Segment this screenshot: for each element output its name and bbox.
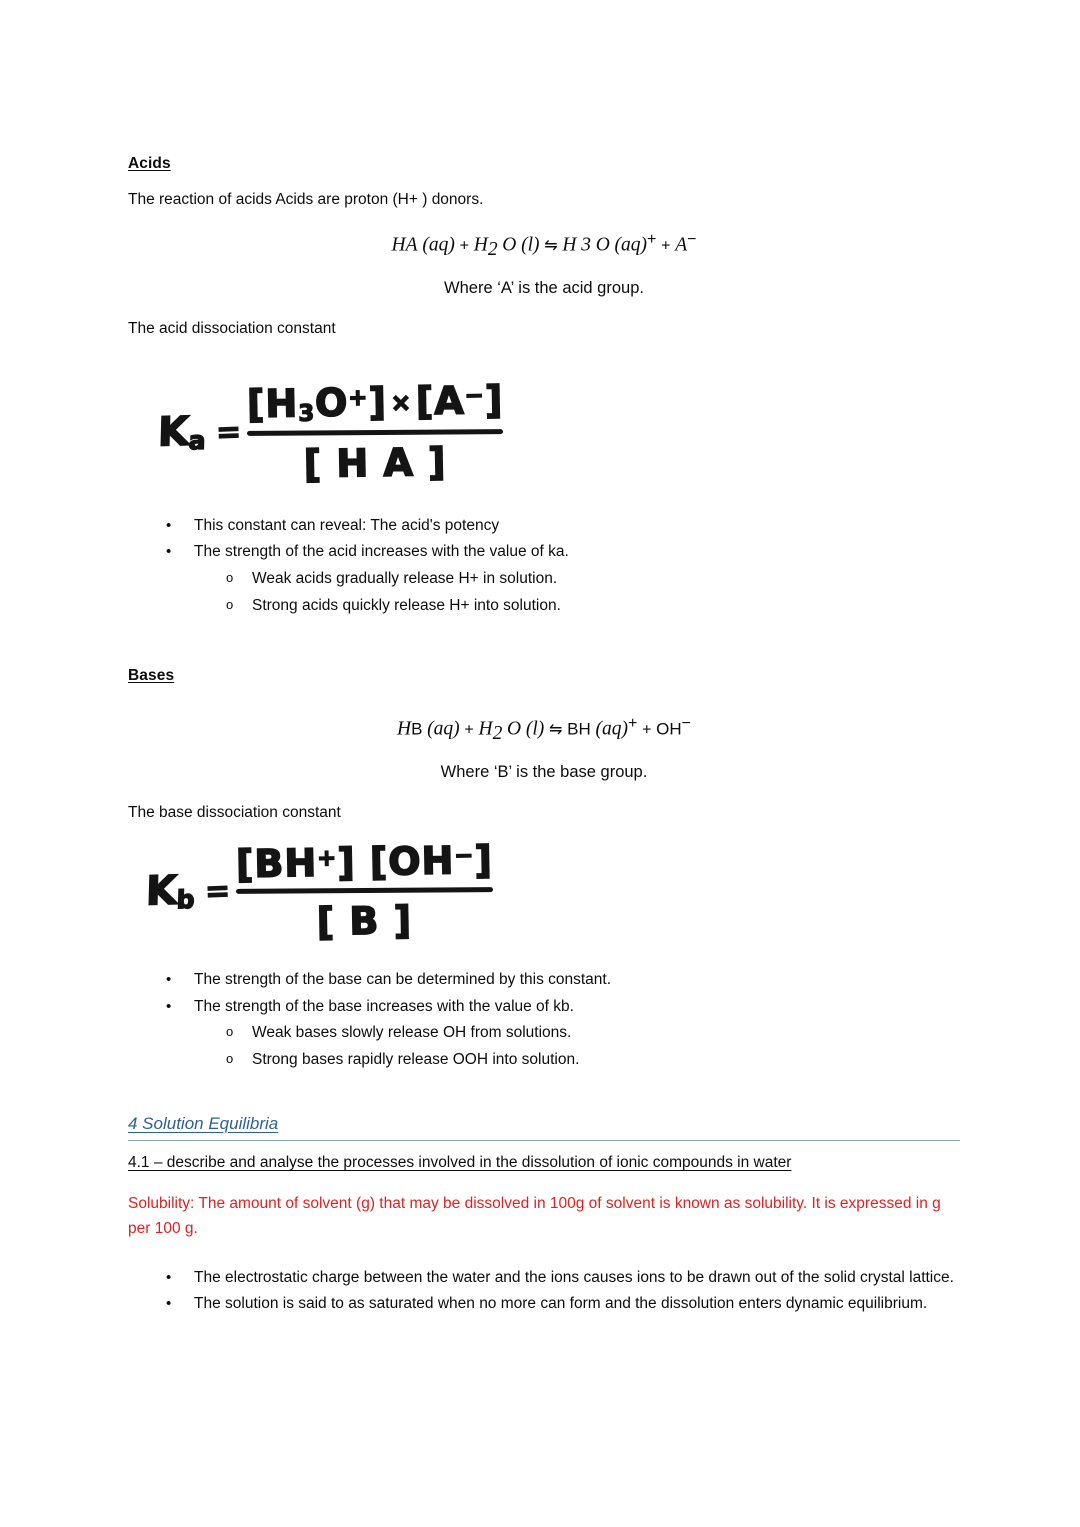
bullet-icon: •: [166, 1295, 172, 1313]
acid-eq-lhs-species: HA: [391, 234, 418, 256]
base-eq-lhs-b: B: [411, 719, 423, 739]
hollow-bullet-icon: o: [226, 1051, 234, 1067]
kb-denominator: [ B ]: [316, 898, 413, 944]
list-item: [128, 967, 960, 994]
base-eq-water-h: H: [478, 718, 493, 740]
acid-eq-plus-2: +: [661, 237, 671, 255]
base-equation: [128, 715, 960, 745]
ka-symbol: $K_a$: [157, 408, 206, 456]
ka-num-close-bracket-1: ]: [367, 379, 388, 425]
acids-sub-bullet-list: [194, 566, 960, 619]
kb-equals-sign: =: [204, 873, 231, 910]
section-4-bullet-list: [128, 1265, 960, 1318]
hollow-bullet-icon: o: [226, 596, 234, 612]
list-item-text: This constant can reveal: The acid's potency: [194, 516, 500, 534]
kb-num-oh: OH: [387, 838, 455, 884]
kb-num-bh: BH: [253, 841, 318, 887]
ka-num-close-bracket-2: ]: [484, 377, 504, 423]
bullet-icon: •: [166, 543, 172, 561]
kb-fraction: [235, 837, 494, 944]
ka-equals-sign: =: [215, 414, 242, 451]
kb-num-close-bracket-1: ]: [336, 840, 356, 885]
base-eq-arrow: ⇋: [549, 721, 563, 739]
bullet-icon: •: [166, 971, 172, 989]
list-item-text: The strength of the base can be determined by this constant.: [194, 971, 612, 989]
acid-eq-anion-charge: −: [687, 231, 697, 248]
acid-equation: [128, 231, 960, 261]
bullet-icon: •: [166, 516, 172, 534]
list-item-text: The electrostatic charge between the water and the ions causes ions to be drawn out of the solid crystal lattice.: [194, 1268, 954, 1286]
base-eq-water-state: (l): [525, 718, 545, 740]
base-eq-water-o: O: [507, 718, 522, 740]
ka-num-open-bracket-1: [: [246, 381, 266, 427]
acid-eq-rhs-state: (aq): [614, 234, 648, 256]
kb-num-close-bracket-2: ]: [473, 837, 494, 883]
bases-sub-bullet-list: [194, 1020, 960, 1073]
ka-num-o: O: [314, 380, 349, 426]
base-eq-lhs-h: H: [396, 718, 412, 740]
section-4-1-subheading: 4.1 – describe and analyse the processes involved in the dissolution of ionic compounds in water: [128, 1154, 792, 1172]
acid-eq-rhs-o: O: [595, 234, 610, 256]
acid-eq-water-h: H: [473, 234, 488, 256]
bases-heading: Bases: [128, 667, 175, 685]
list-item: [128, 994, 960, 1074]
handwritten-ka-formula: [157, 377, 960, 486]
list-item: [194, 566, 960, 593]
acid-eq-plus-1: +: [459, 237, 469, 255]
list-item: [128, 539, 960, 619]
solubility-definition: Solubility: The amount of solvent (g) that may be dissolved in 100g of solvent is known as solubility. It is expressed in g per 100 g.: [128, 1194, 941, 1237]
acid-eq-arrow: ⇋: [544, 237, 558, 255]
ka-fraction-bar: [247, 429, 503, 436]
base-eq-water-sub: 2: [492, 723, 503, 745]
list-item-text: The solution is said to as saturated when no more can form and the dissolution enters dynamic equilibrium.: [194, 1295, 928, 1313]
kb-num-oh-charge: −: [453, 843, 475, 870]
ka-num-charge: +: [347, 384, 369, 412]
list-item-text: Strong acids quickly release H+ into solution.: [252, 596, 561, 614]
list-item: [194, 1020, 960, 1047]
kb-num-open-bracket-2: [: [369, 839, 389, 885]
acid-equation-caption: Where ‘A’ is the acid group.: [444, 279, 644, 297]
ka-num-a: A: [433, 378, 465, 423]
acid-eq-rhs-number: 3: [581, 234, 591, 256]
document-content: [128, 155, 960, 1318]
base-eq-plus-1: +: [464, 721, 474, 739]
base-eq-lhs-state: (aq): [427, 718, 460, 740]
acids-bullet-list: [128, 513, 960, 620]
acid-dissociation-constant-label: The acid dissociation constant: [128, 320, 336, 337]
acids-intro-paragraph: The reaction of acids Acids are proton (H+ ) donors.: [128, 191, 484, 208]
acid-eq-lhs-state: (aq): [422, 234, 455, 256]
section-4-heading: 4 Solution Equilibria: [128, 1113, 279, 1133]
base-dissociation-constant-label: The base dissociation constant: [128, 804, 341, 822]
hollow-bullet-icon: o: [226, 1024, 234, 1040]
list-item-text: Weak bases slowly release OH from solutions.: [252, 1024, 572, 1042]
acid-eq-water-state: (l): [521, 234, 540, 256]
base-eq-rhs-species: BH: [567, 719, 591, 739]
list-item: [194, 1047, 960, 1074]
handwritten-kb-formula: [145, 837, 960, 944]
base-equation-caption: Where ‘B’ is the base group.: [440, 763, 648, 782]
list-item-text: The strength of the base increases with the value of kb.: [194, 997, 574, 1015]
section-4-header-group: [128, 1114, 960, 1142]
acids-heading: Acids: [128, 155, 171, 172]
bases-bullet-list: [128, 967, 960, 1074]
kb-fraction-bar: [236, 887, 493, 894]
ka-num-a-charge: −: [464, 382, 485, 410]
acid-eq-anion: A: [675, 234, 688, 256]
list-item-text: Strong bases rapidly release OOH into solution.: [252, 1051, 580, 1069]
ka-fraction: [246, 377, 504, 486]
base-eq-hydroxide: OH: [656, 719, 682, 739]
ka-numerator: [246, 378, 503, 428]
kb-num-bh-charge: +: [316, 845, 338, 872]
list-item-text: The strength of the acid increases with the value of ka.: [194, 543, 569, 561]
kb-symbol: $K_b$: [145, 868, 195, 916]
list-item-text: Weak acids gradually release H+ in solution.: [252, 569, 558, 587]
kb-numerator: [236, 838, 494, 886]
base-eq-rhs-charge: +: [628, 715, 638, 733]
ka-num-h: H: [264, 381, 299, 426]
bullet-icon: •: [166, 1268, 172, 1286]
ka-num-h-sub: 3: [298, 400, 316, 427]
acid-eq-water-o: O: [502, 234, 517, 256]
base-eq-plus-2: +: [642, 721, 652, 739]
base-eq-rhs-state: (aq): [595, 718, 629, 740]
kb-num-open-bracket-1: [: [235, 842, 255, 887]
list-item: [194, 593, 960, 620]
bullet-icon: •: [166, 997, 172, 1015]
ka-num-open-bracket-2: [: [415, 378, 435, 424]
hollow-bullet-icon: o: [226, 569, 234, 585]
acid-eq-rhs-h: H: [562, 234, 577, 256]
acid-eq-rhs-charge: +: [647, 231, 657, 248]
acid-eq-water-sub: 2: [487, 239, 498, 260]
ka-multiply-sign: ×: [390, 388, 413, 417]
ka-denominator: [ H A ]: [303, 439, 447, 486]
list-item: [128, 1291, 960, 1318]
base-eq-hydroxide-charge: −: [681, 715, 692, 733]
list-item: [128, 1265, 960, 1292]
list-item: [128, 513, 960, 540]
